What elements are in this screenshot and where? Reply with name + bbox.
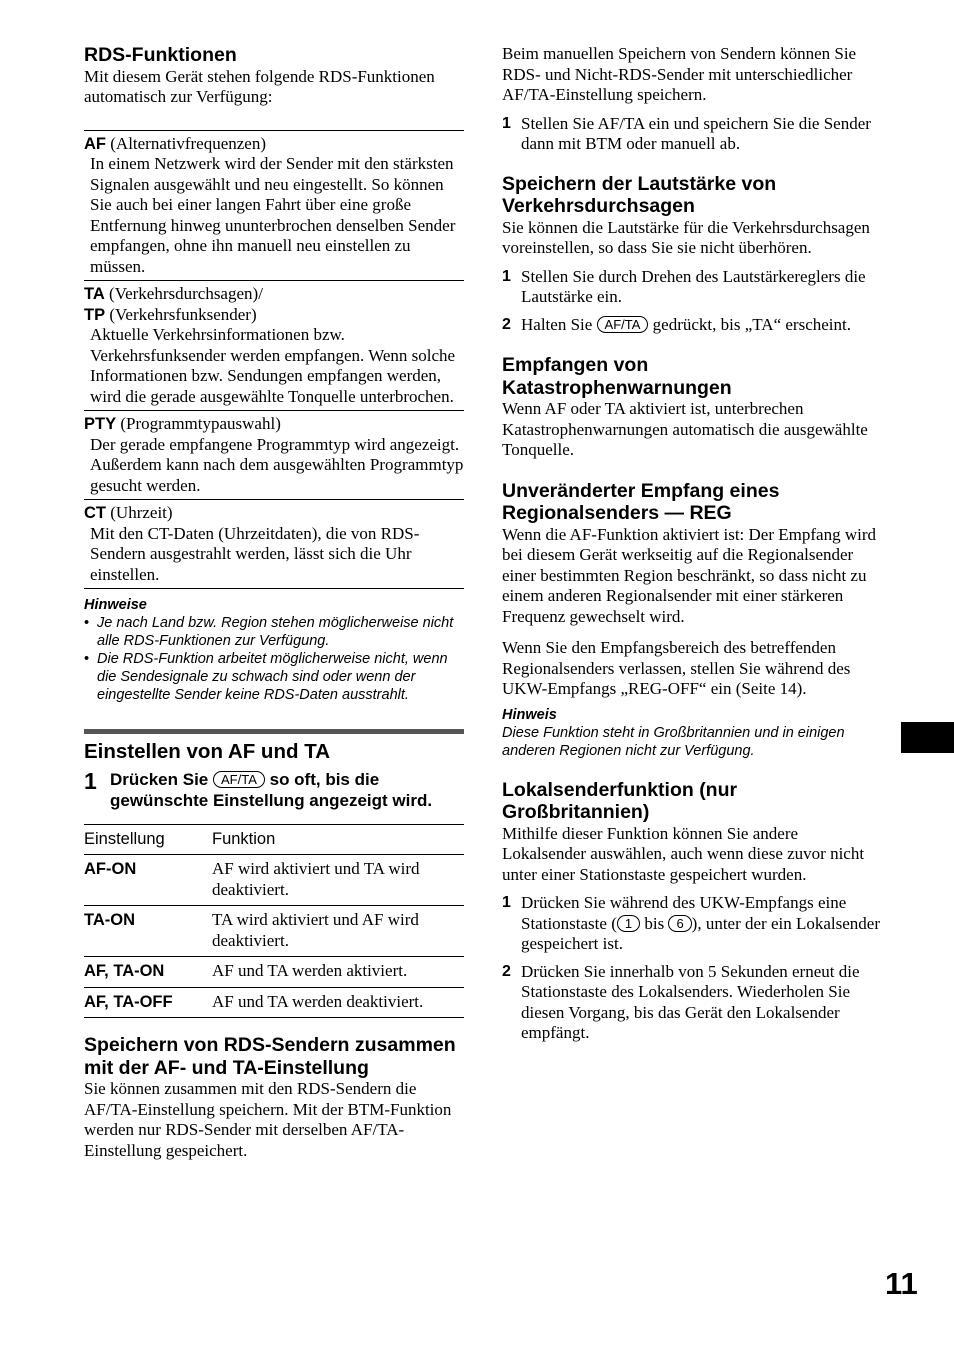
traffic-volume-body: Sie können die Lautstärke für die Verkehrsdurchsagen voreinstellen, so dass Sie sie nicht überhören.	[502, 217, 870, 257]
step-text: gedrückt, bis „TA“ erscheint.	[652, 314, 851, 334]
rds-functions-heading: RDS-Funktionen	[84, 44, 237, 66]
table-row	[84, 906, 464, 957]
reg-note-block	[502, 706, 882, 760]
definition-pty-body: Der gerade empfangene Programmtyp wird angezeigt. Außerdem kann nach dem ausgewählten Programmtyp gesucht werden.	[90, 434, 464, 495]
table-row	[84, 855, 464, 906]
step-number: 1	[502, 894, 511, 911]
step-number: 2	[502, 962, 511, 980]
term-pty-paren: (Programmtypauswahl)	[116, 414, 281, 433]
definition-pty	[84, 411, 464, 499]
definition-af-body: In einem Netzwerk wird der Sender mit den stärksten Signalen ausgewählt und neu eingestellt. So können Sie auch bei einer langen Fahrt über eine große Entfernung hinweg ununterbrochen denselben Sender empfangen, ohne ihn manuell neu einstellen zu müssen.	[90, 154, 456, 276]
reg-note-text: Diese Funktion steht in Großbritannien und in einigen anderen Regionen nicht zur Verfügung.	[502, 724, 845, 759]
table-cell-setting: AF, TA-ON	[84, 962, 165, 980]
step-text: Drücken Sie	[110, 770, 209, 789]
definition-ta-tp-body: Aktuelle Verkehrsinformationen bzw. Verkehrsfunksender werden empfangen. Wenn solche Informationen bzw. Sendungen empfangen werden, wird die gerade ausgewählte Tonquelle unterbrochen.	[90, 325, 456, 406]
note-item: • Die RDS-Funktion arbeitet möglicherweise nicht, wenn die Sendesignale zu schwach sind oder wenn der eingestellte Sender keine RDS-Daten ausstrahlt.	[84, 650, 464, 704]
manual-store-step-1	[502, 114, 882, 155]
term-pty: PTY	[84, 415, 117, 433]
local-station-step-2	[502, 962, 882, 1044]
emergency-heading: Empfangen von Katastrophenwarnungen	[502, 354, 732, 399]
table-row	[84, 987, 464, 1018]
definition-ct	[84, 500, 464, 588]
column-header-setting: Einstellung	[84, 830, 165, 848]
table-cell-function: AF wird aktiviert und TA wird deaktiviert.	[212, 859, 420, 899]
table-cell-function: TA wird aktiviert und AF wird deaktiviert.	[212, 910, 419, 950]
left-column	[84, 44, 464, 1161]
table-header-row	[84, 825, 464, 855]
step-text: Drücken Sie innerhalb von 5 Sekunden erneut die Stationstaste des Lokalsenders. Wiederholen Sie diesen Vorgang, bis das Gerät den Lokalsender empfängt.	[521, 961, 860, 1042]
step-text: Halten Sie	[521, 314, 593, 334]
store-rds-heading: Speichern von RDS-Sendern zusammen mit der AF- und TA-Einstellung	[84, 1034, 456, 1079]
step-number: 1	[502, 114, 511, 132]
reg-body-2: Wenn Sie den Empfangsbereich des betreffenden Regionalsenders verlassen, stellen Sie während des UKW-Empfangs „REG-OFF“ ein (Seite 14).	[502, 638, 851, 698]
reg-heading: Unveränderter Empfang eines Regionalsenders — REG	[502, 479, 780, 524]
notes-block	[84, 596, 464, 704]
term-ta: TA	[84, 285, 105, 303]
traffic-volume-heading: Speichern der Lautstärke von Verkehrsdurchsagen	[502, 172, 777, 217]
preset-1-button-label: 1	[617, 915, 640, 932]
step-text: ), unter der ein Lokalsender gespeichert ist.	[521, 913, 881, 953]
note-item: • Je nach Land bzw. Region stehen möglicherweise nicht alle RDS-Funktionen zur Verfügung.	[84, 614, 464, 650]
table-cell-setting: TA-ON	[84, 911, 136, 929]
preset-6-button-label: 6	[668, 915, 691, 932]
definition-af	[84, 131, 464, 281]
af-ta-step-1	[84, 770, 464, 811]
af-ta-section-heading: Einstellen von AF und TA	[84, 740, 330, 763]
table-cell-function: AF und TA werden aktiviert.	[212, 961, 408, 980]
term-af-paren: (Alternativfrequenzen)	[106, 133, 266, 153]
af-ta-button-label: AF/TA	[597, 316, 649, 333]
af-ta-button-label: AF/TA	[213, 771, 265, 788]
step-number: 1	[84, 768, 97, 794]
table-cell-setting: AF-ON	[84, 860, 137, 878]
local-station-step-1	[502, 893, 882, 955]
notes-title: Hinweise	[84, 597, 147, 613]
term-tp-paren: (Verkehrsfunksender)	[105, 304, 257, 324]
note-text: Je nach Land bzw. Region stehen möglicherweise nicht alle RDS-Funktionen zur Verfügung.	[97, 615, 454, 649]
store-rds-body: Sie können zusammen mit den RDS-Sendern die AF/TA-Einstellung speichern. Mit der BTM-Funktion werden nur RDS-Sender mit derselben AF/TA-Einstellung gespeichert.	[84, 1079, 452, 1160]
definition-ct-body: Mit den CT-Daten (Uhrzeitdaten), die von RDS-Sendern ausgestrahlt werden, lässt sich die Uhr einstellen.	[90, 523, 420, 584]
rds-functions-intro: Mit diesem Gerät stehen folgende RDS-Funktionen automatisch zur Verfügung:	[84, 66, 435, 106]
step-text: bis	[640, 913, 669, 933]
local-station-body: Mithilfe dieser Funktion können Sie andere Lokalsender auswählen, auch wenn diese zuvor nicht unter einer Stationstaste gespeichert wurden.	[502, 823, 865, 884]
column-header-function: Funktion	[212, 830, 276, 848]
step-text: Stellen Sie durch Drehen des Lautstärkereglers die Lautstärke ein.	[521, 266, 866, 306]
step-number: 1	[502, 267, 511, 285]
term-ct: CT	[84, 504, 106, 522]
manual-store-intro: Beim manuellen Speichern von Sendern können Sie RDS- und Nicht-RDS-Sender mit unterschiedlicher AF/TA-Einstellung speichern.	[502, 44, 857, 104]
page-number: 11	[885, 1266, 918, 1301]
right-column	[502, 44, 882, 1044]
step-number: 2	[502, 315, 511, 333]
section-tab-marker	[901, 722, 954, 753]
term-tp: TP	[84, 305, 106, 324]
reg-note-title: Hinweis	[502, 706, 557, 723]
local-station-heading: Lokalsenderfunktion (nur Großbritannien)	[502, 778, 738, 823]
table-cell-function: AF und TA werden deaktiviert.	[212, 991, 424, 1011]
reg-body-1: Wenn die AF-Funktion aktiviert ist: Der Empfang wird bei diesem Gerät werkseitig auf die Regionalsender einer bestimmten Region beschränkt, so dass nicht zu einem anderen Regionalsender mit einer stärkeren Frequenz gewechselt wird.	[502, 524, 876, 626]
definition-ta-tp	[84, 281, 464, 410]
traffic-volume-step-2	[502, 315, 882, 336]
note-text: Die RDS-Funktion arbeitet möglicherweise nicht, wenn die Sendesignale zu schwach sind oder wenn der eingestellte Sender keine RDS-Daten ausstrahlt.	[97, 651, 448, 703]
step-text: so oft, bis die gewünschte Einstellung angezeigt wird.	[110, 770, 433, 810]
settings-table	[84, 824, 464, 1018]
emergency-body: Wenn AF oder TA aktiviert ist, unterbrechen Katastrophenwarnungen automatisch die ausgewählte Tonquelle.	[502, 399, 868, 459]
step-text: Stellen Sie AF/TA ein und speichern Sie die Sender dann mit BTM oder manuell ab.	[521, 113, 871, 153]
table-row	[84, 957, 464, 988]
term-ct-paren: (Uhrzeit)	[106, 503, 173, 522]
step-text: Drücken Sie während des UKW-Empfangs eine Stationstaste (	[521, 893, 847, 933]
table-cell-setting: AF, TA-OFF	[84, 992, 173, 1011]
term-ta-paren: (Verkehrsdurchsagen)/	[104, 284, 263, 303]
divider	[84, 588, 464, 589]
traffic-volume-step-1	[502, 267, 882, 308]
term-af: AF	[84, 134, 106, 153]
section-divider	[84, 729, 464, 734]
